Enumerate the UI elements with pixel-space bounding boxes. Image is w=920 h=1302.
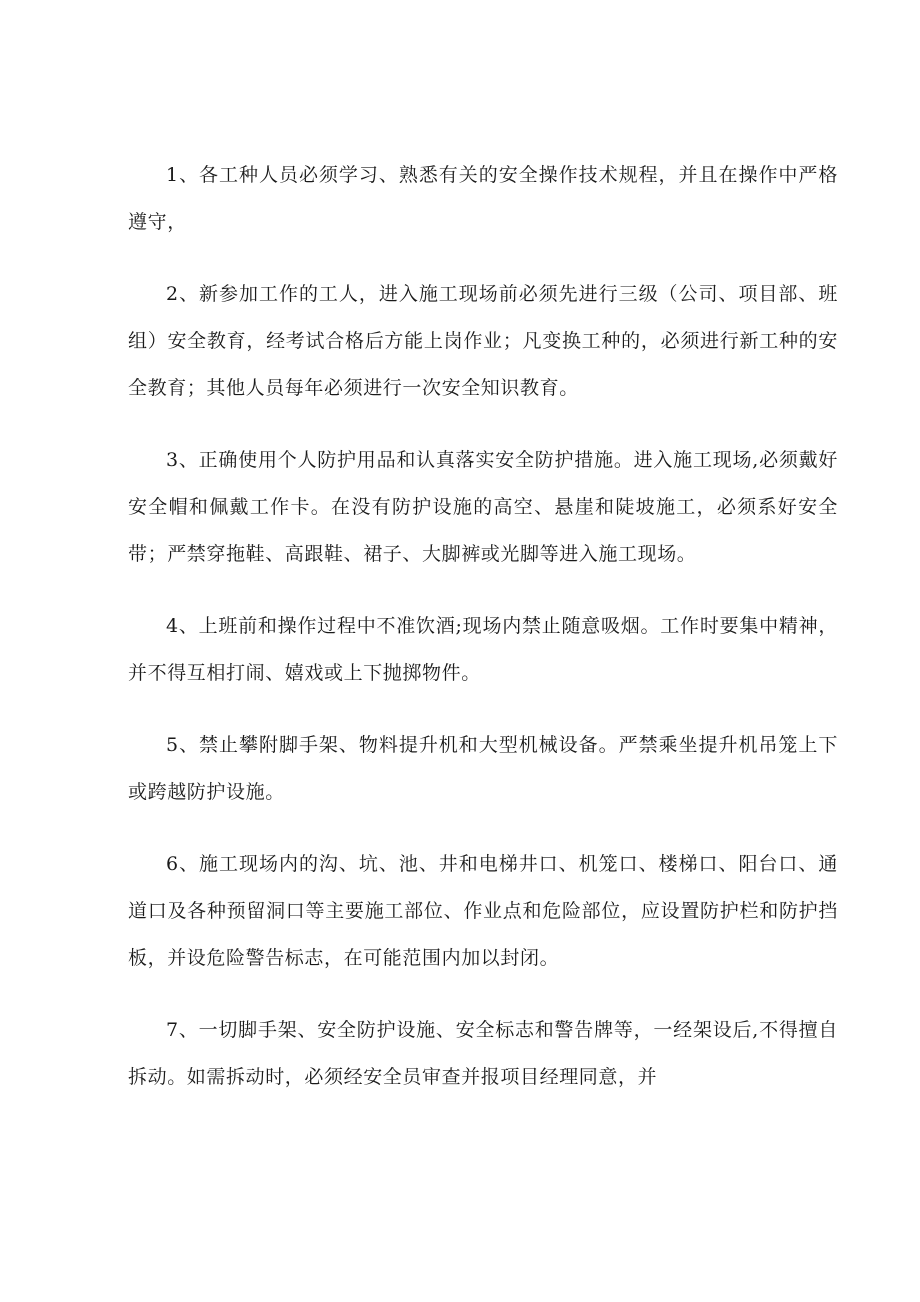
paragraph-3: 3、正确使用个人防护用品和认真落实安全防护措施。进入施工现场,必须戴好安全帽和佩戴工作卡。在没有防护设施的高空、悬崖和陡坡施工，必须系好安全带；严禁穿拖鞋、高跟鞋、裙子、大脚裤或光脚等进入施工现场。: [128, 449, 838, 565]
paragraph-4: 4、上班前和操作过程中不准饮酒;现场内禁止随意吸烟。工作时要集中精神，并不得互相打闹、嬉戏或上下抛掷物件。: [128, 615, 838, 684]
paragraph-5: 5、禁止攀附脚手架、物料提升机和大型机械设备。严禁乘坐提升机吊笼上下或跨越防护设施。: [128, 734, 838, 803]
paragraph-6: 6、施工现场内的沟、坑、池、井和电梯井口、机笼口、楼梯口、阳台口、通道口及各种预留洞口等主要施工部位、作业点和危险部位，应设置防护栏和防护挡板，并设危险警告标志，在可能范围内加以封闭。: [128, 853, 838, 969]
document-body: [128, 152, 838, 1126]
paragraph-2: 2、新参加工作的工人，进入施工现场前必须先进行三级（公司、项目部、班组）安全教育，经考试合格后方能上岗作业；凡变换工种的，必须进行新工种的安全教育；其他人员每年必须进行一次安全知识教育。: [128, 283, 838, 399]
paragraph-7: 7、一切脚手架、安全防护设施、安全标志和警告牌等，一经架设后,不得擅自拆动。如需拆动时，必须经安全员审查并报项目经理同意，并: [128, 1019, 838, 1088]
paragraph-1: 1、各工种人员必须学习、熟悉有关的安全操作技术规程，并且在操作中严格遵守，: [128, 164, 838, 233]
